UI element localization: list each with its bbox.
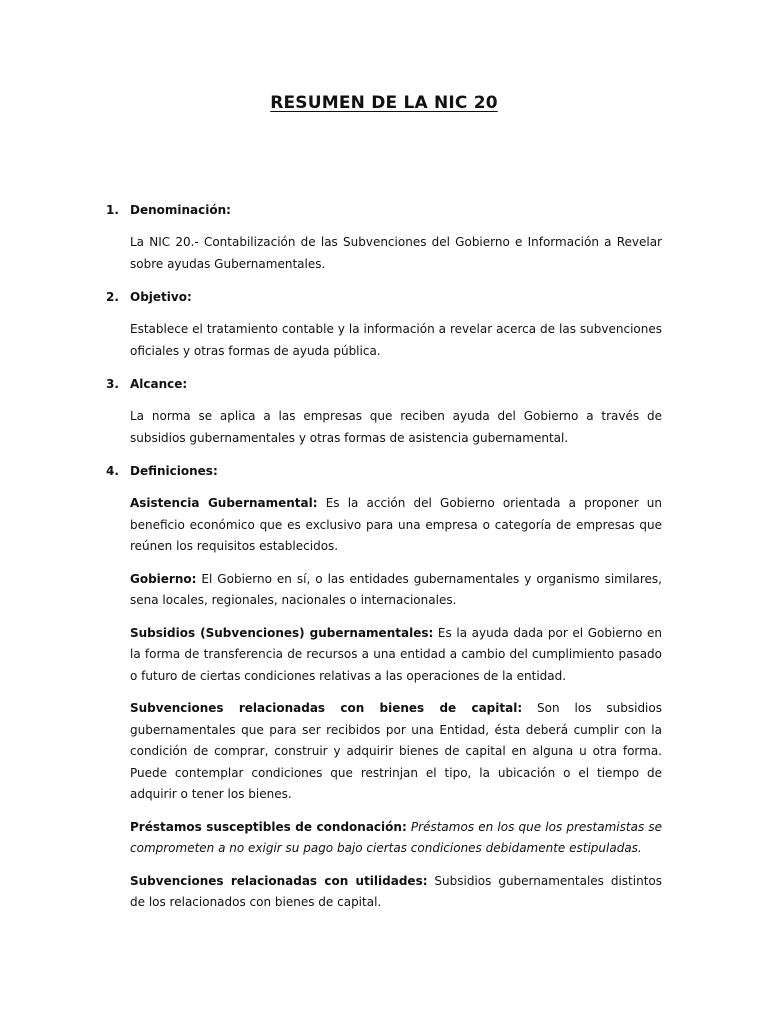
section-number: 2.: [106, 290, 119, 304]
definition-term: Gobierno:: [130, 571, 197, 586]
definition-text: Es la ayuda dada por el Gobierno en la forma de transferencia de recursos a una entidad a cambio del cumplimiento pasado o futuro de ciertas condiciones relativas a las operaciones de la entidad.: [130, 625, 662, 683]
definition-term: Préstamos susceptibles de condonación:: [130, 819, 407, 834]
section-body: La NIC 20.- Contabilización de las Subvenciones del Gobierno e Información a Revelar sobre ayudas Gubernamentales.: [130, 235, 662, 271]
section-number: 4.: [106, 464, 119, 478]
definition-term: Subsidios (Subvenciones) gubernamentales:: [130, 625, 434, 640]
definition-subvenciones-utilidades: [130, 871, 662, 914]
section-heading: [106, 202, 662, 218]
document-title-text: RESUMEN DE LA NIC 20: [270, 93, 498, 113]
definition-text: Es la acción del Gobierno orientada a proponer un beneficio económico que es exclusivo para una empresa o categoría de empresas que reúnen los requisitos establecidos.: [130, 496, 662, 553]
section-body: La norma se aplica a las empresas que reciben ayuda del Gobierno a través de subsidios gubernamentales y otras formas de asistencia gubernamental.: [130, 409, 662, 445]
section-heading-text: Alcance:: [130, 377, 188, 391]
section-body: Establece el tratamiento contable y la información a revelar acerca de las subvenciones oficiales y otras formas de ayuda pública.: [130, 322, 662, 358]
definition-subvenciones-bienes-capital: [130, 698, 662, 806]
definition-text: El Gobierno en sí, o las entidades gubernamentales y organismo similares, sena locales, regionales, nacionales o internacionales.: [130, 571, 662, 607]
section-heading: [106, 376, 662, 392]
section-definiciones: [106, 463, 662, 914]
document-sections: [106, 202, 662, 925]
definition-term: Subvenciones relacionadas con utilidades:: [130, 873, 428, 888]
section-objetivo: [106, 289, 662, 362]
definition-prestamos-condonacion: [130, 817, 662, 860]
section-heading-text: Objetivo:: [130, 290, 192, 304]
definition-text: Son los subsidios gubernamentales que para ser recibidos por una Entidad, ésta deberá cumplir con la condición de comprar, construir y adquirir bienes de capital en alguna u otra forma. Puede contemplar condiciones que restrinjan el tipo, la ubicación o el tiempo de adquirir o tener los bienes.: [130, 701, 662, 801]
section-heading-text: Definiciones:: [130, 464, 218, 478]
definition-text: Préstamos en los que los prestamistas se comprometen a no exigir su pago bajo ciertas condiciones debidamente estipuladas.: [130, 819, 663, 855]
definition-text: Subsidios gubernamentales distintos de los relacionados con bienes de capital.: [130, 873, 662, 909]
section-denominacion: [106, 202, 662, 275]
definition-asistencia-gubernamental: [130, 493, 662, 558]
definition-gobierno: [130, 569, 662, 612]
section-heading: [106, 463, 662, 479]
definition-subsidios: [130, 623, 662, 688]
section-number: 3.: [106, 377, 119, 391]
definition-term: Asistencia Gubernamental:: [130, 496, 318, 510]
document-title: [0, 93, 768, 113]
section-number: 1.: [106, 203, 119, 217]
section-alcance: [106, 376, 662, 449]
definition-term: Subvenciones relacionadas con bienes de capital:: [130, 701, 523, 715]
section-heading-text: Denominación:: [130, 203, 231, 217]
section-heading: [106, 289, 662, 305]
